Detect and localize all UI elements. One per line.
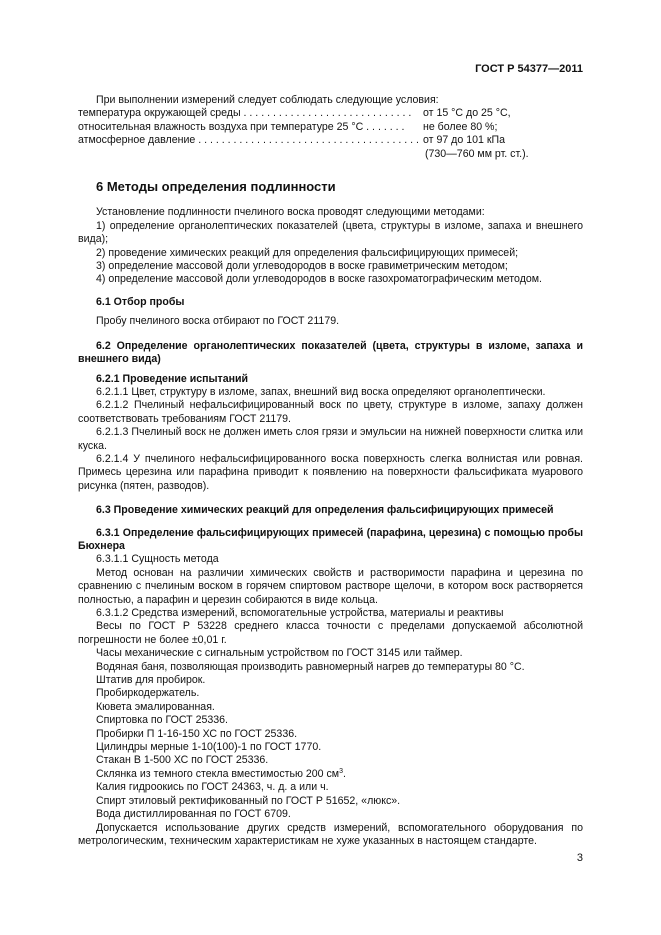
equipment-item: Пробирки П 1-16-150 ХС по ГОСТ 25336.	[96, 727, 298, 740]
paragraph: Метод основан на различии химических свойств и растворимости парафина и церезина по сравнению с пчелиным воском в горячем спиртовом растворе щелочи, в котором воск растворяется полностью, а парафин и церезин собираются в виде кольца.	[78, 566, 583, 606]
paragraph: 6.3.1.1 Сущность метода	[96, 553, 219, 566]
equipment-item: Склянка из темного стекла вместимостью 200 $см^3$.	[96, 767, 346, 780]
condition-row: температура окружающей среды . . . . . . . . . . . . . . . . . . . . . . . . . . . . . от 15 °С до 25 °С,	[78, 107, 511, 120]
method-item: 3) определение массовой доли углеводородов в воске гравиметрическим методом;	[96, 260, 508, 273]
section-6-title: 6 Методы определения подлинности	[96, 179, 336, 195]
paragraph: 6.2.1.1 Цвет, структуру в изломе, запах, внешний вид воска определяют органолептически.	[96, 385, 546, 398]
equipment-item: Пробиркодержатель.	[96, 687, 200, 700]
section-6-intro: Установление подлинности пчелиного воска проводят следующими методами:	[96, 206, 485, 219]
condition-row: атмосферное давление . . . . . . . . . . . . . . . . . . . . . . . . . . . . . . . . . . . . . . от 97 до 101 кПа	[78, 134, 505, 147]
conditions-intro: При выполнении измерений следует соблюдать следующие условия:	[96, 94, 439, 106]
body-text	[78, 94, 583, 848]
paragraph: 6.2.1.2 Пчелиный нефальсифицированный воск по цвету, структуре в изломе, запаху должен соответствовать требованиям ГОСТ 21179.	[78, 399, 583, 425]
section-6-3-title: 6.3 Проведение химических реакций для определения фальсифицирующих примесей	[96, 504, 554, 517]
equipment-item: Стакан В 1-500 ХС по ГОСТ 25336.	[96, 754, 269, 767]
equipment-item: Часы механические с сигнальным устройством по ГОСТ 3145 или таймер.	[96, 647, 463, 660]
section-6-3-1-title: 6.3.1 Определение фальсифицирующих примесей (парафина, церезина) с помощью пробы Бюхнера	[78, 526, 583, 552]
method-item: 4) определение массовой доли углеводородов в воске газохроматографическим методом.	[96, 273, 543, 286]
equipment-item: Цилиндры мерные 1-10(100)-1 по ГОСТ 1770.	[96, 741, 322, 754]
method-item: 1) определение органолептических показателей (цвета, структуры в изломе, запаха и внешнего вида);	[78, 219, 583, 246]
condition-row: относительная влажность воздуха при температуре 25 °С . . . . . . . не более 80 %;	[78, 120, 498, 133]
paragraph: 6.3.1.2 Средства измерений, вспомогательные устройства, материалы и реактивы	[96, 607, 504, 619]
standard-header: ГОСТ Р 54377—2011	[475, 63, 583, 75]
equipment-item: Вода дистиллированная по ГОСТ 6709.	[96, 808, 291, 821]
paragraph: 6.2.1.4 У пчелиного нефальсифицированного воска поверхность слегка волнистая или ровная. Примесь церезина или парафина приводит к появлению на поверхности фальсификата муарового рисунка (пятен, разводов).	[78, 452, 583, 492]
equipment-item: Водяная баня, позволяющая производить равномерный нагрев до температуры 80 °С.	[96, 660, 525, 673]
equipment-item: Штатив для пробирок.	[96, 674, 206, 687]
method-item: 2) проведение химических реакций для определения фальсифицирующих примесей;	[96, 246, 519, 259]
condition-extra: (730—760 мм рт. ст.).	[425, 147, 529, 160]
section-6-1-title: 6.1 Отбор пробы	[96, 295, 185, 308]
equipment-item: Спиртовка по ГОСТ 25336.	[96, 714, 228, 727]
section-6-1-text: Пробу пчелиного воска отбирают по ГОСТ 21179.	[96, 315, 340, 328]
section-6-2-title: 6.2 Определение органолептических показателей (цвета, структуры в изломе, запаха и внешнего вида)	[78, 339, 583, 366]
paragraph: Весы по ГОСТ Р 53228 среднего класса точности с пределами допускаемой абсолютной погрешности не более ±0,01 г.	[78, 620, 583, 646]
equipment-item: Кювета эмалированная.	[96, 700, 215, 713]
page-number: 3	[576, 852, 583, 864]
paragraph: 6.2.1.3 Пчелиный воск не должен иметь слоя грязи и эмульсии на нижней поверхности слитка или куска.	[78, 426, 583, 452]
section-6-2-1-title: 6.2.1 Проведение испытаний	[96, 372, 249, 385]
equipment-item: Калия гидроокись по ГОСТ 24363, ч. д. а или ч.	[96, 781, 329, 794]
paragraph: Допускается использование других средств измерений, вспомогательного оборудования по метрологическим, техническим характеристикам не хуже указанных в настоящем стандарте.	[78, 821, 583, 847]
equipment-item: Спирт этиловый ректификованный по ГОСТ Р 51652, «люкс».	[96, 794, 401, 807]
